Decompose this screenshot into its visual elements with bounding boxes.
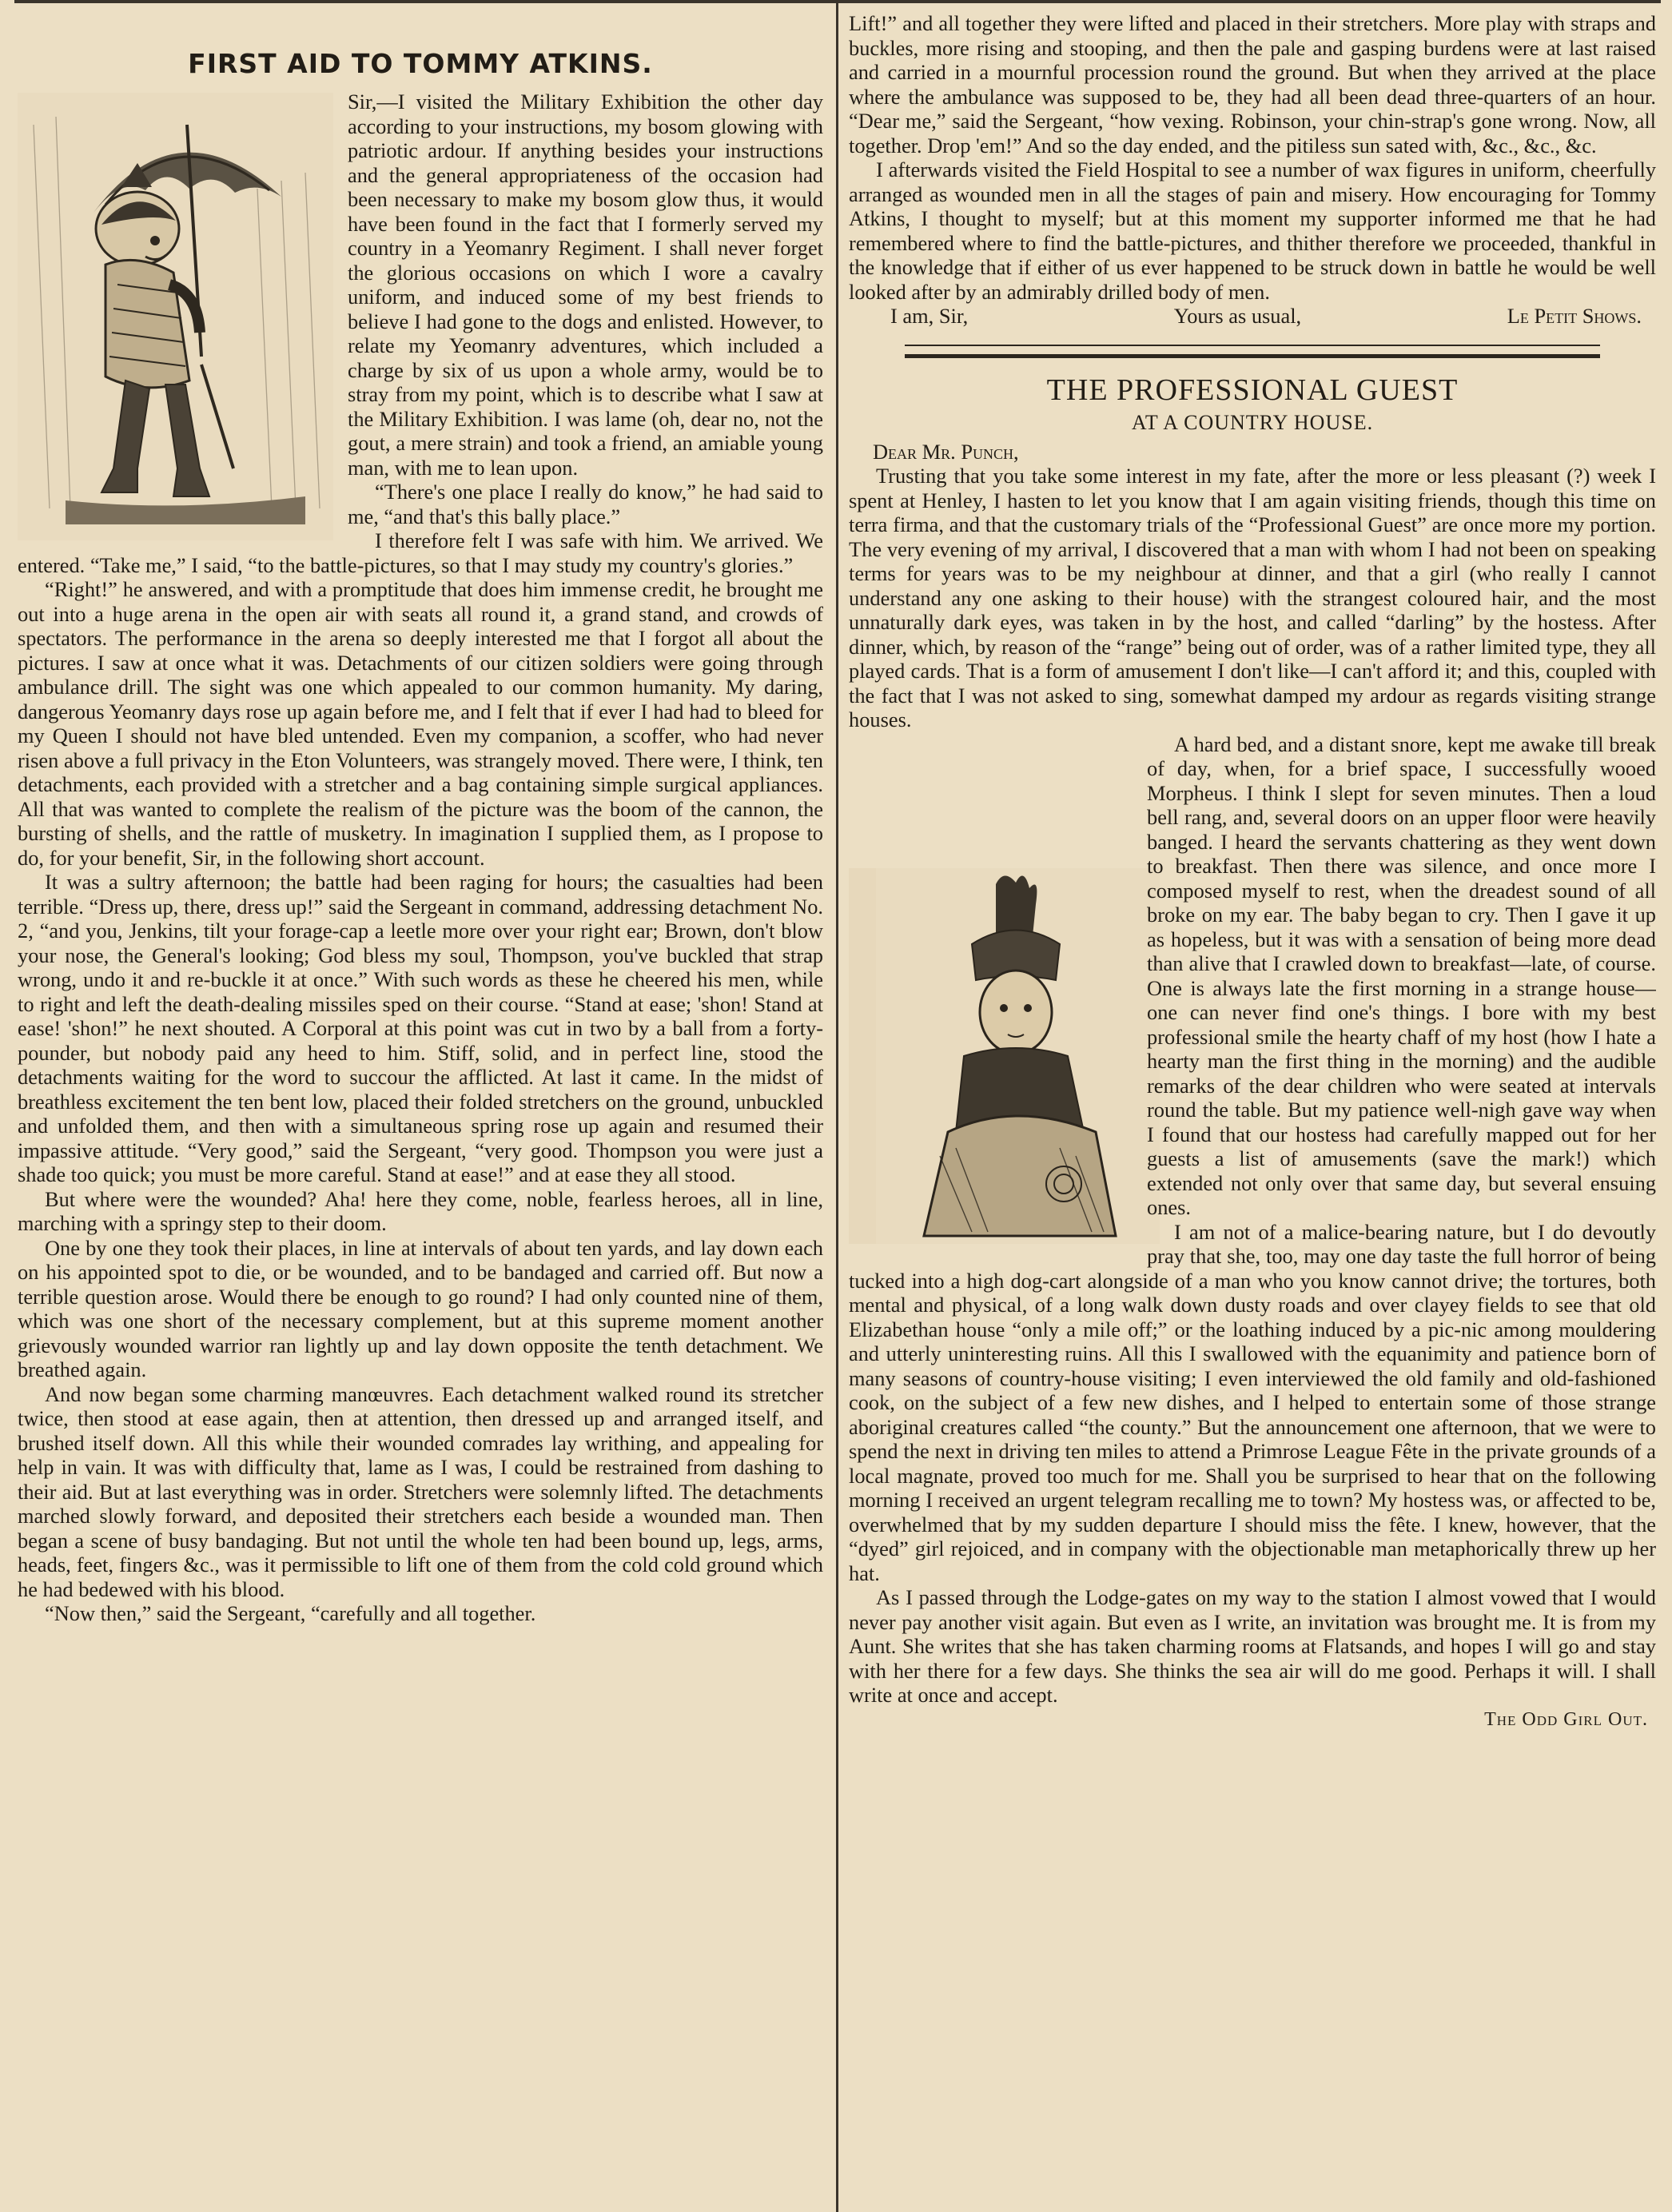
article1-paragraph-4: “Right!” he answered, and with a promptitude that does him immense credit, he brought me out into a huge arena in the open air with seats all round it, a grand stand, and crowds of spectators. The performance in the arena so deeply interested me that I forgot all about the pictures. I saw at once what it was. Detachments of our citizen soldiers were going through ambulance drill. The sight was one which appealed to our common humanity. My daring, dangerous Yeomanry days rose up again before me, and I felt that if ever I had had to bleed for my Queen I should not have bled untended. Even my companion, a scoffer, who had never risen above a full privacy in the Eton Volunteers, was strangely moved. There were, I think, ten detachments, each provided with a stretcher and a bag containing simple surgical appliances. All that was wanted to complete the realism of the picture was the boom of the cannon, the bursting of shells, and the rattle of musketry. In imagination I supplied them, as I propose to do, for your benefit, Sir, in the following short account. — [18, 577, 823, 870]
soldier-with-umbrella-illustration — [18, 93, 333, 540]
article-subtitle: AT A COUNTRY HOUSE. — [1131, 410, 1374, 434]
article1-paragraph-1: Sir,—I visited the Military Exhibition the other day according to your instructions, my bosom glowing with patriotic ardour. If anything besides your instructions and the general appropriateness of the occasion had been necessary to make my bosom glow thus, it would have been found in the fact that I formerly served my country in a Yeomanry Regiment. I shall never forget the glorious occasions on which I wore a cavalry uniform, and induced some of my best friends to believe I had gone to the dogs and enlisted. However, to relate my Yeomanry adventures, which included a charge by six of us upon a whole army, would be to stray from my point, which is to describe what I saw at the Military Exhibition. I was lame (oh, dear no, not the gout, a mere strain) and took a friend, an amiable young man, with me to lean upon. — [18, 90, 823, 480]
article2-paragraph-1: Trusting that you take some interest in my fate, after the more or less pleasant (?) week I spent at Henley, I hasten to let you know that I am again visiting friends, though this time on terra firma, and that the customary trials of the “Professional Guest” are once more my portion. The very evening of my arrival, I discovered that a man with whom I had not been on speaking terms for years was to be my neighbour at dinner, and that a girl (who really I cannot understand any one asking to their house) with the strangest coloured hair, and the most unnaturally dark eyes, was taken in by the host, and called “darling” by the hostess. After dinner, which, by reason of the “range” being out of order, was of a rather limited type, they all played cards. That is a form of amusement I don't like—I can't afford it; and this, coupled with the fact that I was not asked to sing, somewhat damped my ardour as regards visiting strange houses. — [849, 464, 1656, 731]
signoff-name: Le Petit Shows. — [1507, 304, 1642, 328]
article-separator-rule — [905, 345, 1600, 358]
article1-paragraph-5: It was a sultry afternoon; the battle had been raging for hours; the casualties had been terrible. “Dress up, there, dress up!” said the Sergeant in command, addressing detachment No. 2, “and you, Jenkins, tilt your forage-cap a leetle more over your right ear; Brown, don't blow your nose, the General's looking; God bless my soul, Thompson, you've buckled that strap wrong, undo it and re-buckle it at once.” With such words as these he cheered his men, while to right and left the death-dealing missiles sped on their course. “Stand at ease; 'shon! Stand at ease! 'shon!” he next shouted. A Corporal at this point was cut in two by a ball from a forty-pounder, but nobody paid any heed to him. Stiff, solid, and in perfect line, stood the detachments waiting for the word to succour the afflicted. At last it came. In the midst of breathless excitement the ten bent low, placed their folded stretchers on the ground, unbuckled and unfolded them, and then with a simultaneous spring rose up again and resumed their impassive attitude. “Very good,” said the Sergeant, “very good. Thompson you were just a shade too quick; you must be more careful. Stand at ease!” and at ease they all stood. — [18, 870, 823, 1186]
article1-paragraph-10: Lift!” and all together they were lifted and placed in their stretchers. More play with straps and buckles, more rising and stooping, and then the pale and gasping burdens were at last raised and carried in a mournful procession round the ground. But when they arrived at the place where the ambulance was supposed to be, they had all been dead three-quarters of an hour. “Dear me,” said the Sergeant, “how vexing. Robinson, your chin-strap's gone wrong. Now, all together. Drop 'em!” And so the day ended, and the pitiless sun sated with, &c., &c., &c. — [849, 11, 1656, 157]
signoff-mid: Yours as usual, — [1173, 304, 1302, 328]
soldier-illustration-svg — [18, 93, 333, 540]
article2-signature: The Odd Girl Out. — [1484, 1708, 1648, 1730]
left-column — [18, 11, 823, 2208]
article-title-professional-guest: THE PROFESSIONAL GUEST — [1046, 373, 1459, 407]
article2-paragraph-2: A hard bed, and a distant snore, kept me awake till break of day, when, for a brief space, I successfully wooed Morpheus. I think I slept for seven minutes. Then a loud bell rang, and, several doors on an upper floor were heavily banged. I heard the servants chattering as they went down to breakfast. Then there was silence, and once more I composed myself to rest, when the dreadest sound of all broke on my ear. The baby began to cry. Then I gave it up as hopeless, but it was with a sensation of being more dead than alive that I crawled down to breakfast—late, of course. One is always late the first morning in a strange house—one can never find one's things. I bore with my best professional smile the hearty chaff of my host (how I hate a hearty man the first thing in the morning) and the audible remarks of the dear children who were seated at intervals round the table. But my patience well-nigh gave way when I found that our hostess had carefully mapped out for her guests a list of amusements (save the mark!) which extended not only over that same day, but several ensuing ones. — [849, 732, 1656, 1220]
article1-paragraph-8: And now began some charming manœuvres. Each detachment walked round its stretcher twice, then stood at ease again, then at attention, then dressed up and arranged itself, and brushed itself down. All this while their wounded comrades lay writhing, and appealing for help in vain. It was with difficulty that, lame as I was, I could be restrained from dashing to their aid. But at last everything was in order. Stretchers were solemnly lifted. The detachments marched slowly forward, and deposited their stretchers each beside a wounded man. Then began a scene of busy bandaging. But not until the whole ten had been bound up, legs, arms, heads, feet, fingers &c., was it permissible to lift one of them from the cold cold ground which he had bedewed with his blood. — [18, 1381, 823, 1601]
signoff-left: I am, Sir, — [890, 304, 969, 328]
article1-paragraph-6: But where were the wounded? Aha! here they come, noble, fearless heroes, all in line, marching with a springy step to their doom. — [18, 1186, 823, 1235]
girl-illustration-svg — [876, 868, 1160, 1244]
article1-paragraph-7: One by one they took their places, in line at intervals of about ten yards, and lay down each on his appointed spot to die, or be wounded, and to be bandaged and carried off. But now a terrible question arose. Would there be enough to go round? I had only counted nine of them, which was one short of the necessary complement, but at this supreme moment another grievously wounded warrior ran lightly up and lay down opposite the tenth detachment. We breathed again. — [18, 1235, 823, 1381]
article1-signoff — [849, 304, 1656, 329]
article1-paragraph-9: “Now then,” said the Sergeant, “carefully and all together. — [45, 1601, 536, 1625]
column-divider — [836, 3, 838, 2212]
article2-paragraph-3: I am not of a malice-bearing nature, but I do devoutly pray that she, too, may one day taste the full horror of being tucked into a high dog-cart alongside of a man who you know cannot drive; the tortures, both mental and physical, of a long walk down dusty roads and over clayey fields to see that old Elizabethan house “only a mile off;” or the loathing induced by a pic-nic among mouldering and utterly uninteresting ruins. All this I swallowed with the equanimity and patience born of many seasons of country-house visiting; I even interviewed the old family and old-fashioned cook, on the subject of a few new dishes, and I helped to entertain some of those strange aboriginal creatures called “the county.” But the announcement one afternoon, that we were to spend the next in driving ten miles to attend a Primrose League Fête in the private grounds of a local magnate, proved too much for me. Shall you be surprised to hear that on the following morning I received an urgent telegram recalling me to town? My hostess was, or affected to be, overwhelmed that by my sudden departure I should miss the fête. I knew, however, that the “dyed” girl rejoiced, and in company with the objectionable man metaphorically threw up her hat. — [849, 1219, 1656, 1585]
woman-in-tall-hat-illustration — [849, 868, 1133, 1244]
article1-paragraph-2: “There's one place I really do know,” he had said to me, “and that's this bally place.” — [348, 480, 823, 528]
right-column — [849, 11, 1656, 2208]
salutation: Dear Mr. Punch, — [873, 439, 1019, 464]
article2-paragraph-4: As I passed through the Lodge-gates on my way to the station I almost vowed that I would never pay another visit again. But even as I write, an invitation was brought me. It is from my Aunt. She writes that she has taken charming rooms at Flatsands, and hopes I will go and stay with her there for a few days. She thinks the sea air will do me good. Perhaps it will. I shall write at once and accept. — [849, 1585, 1656, 1707]
article-title-first-aid: FIRST AID TO TOMMY ATKINS. — [188, 48, 653, 79]
article1-paragraph-11: I afterwards visited the Field Hospital to see a number of wax figures in uniform, cheerfully arranged as wounded men in all the stages of pain and misery. How encouraging for Tommy Atkins, I thought to myself; but at this moment my supporter informed me that he had remembered where to find the battle-pictures, and thither therefore we proceeded, thankful in the knowledge that if either of us ever happened to be struck down in battle he would be well looked after by an admirably drilled body of men. — [849, 157, 1656, 304]
article1-paragraph-3: I therefore felt I was safe with him. We arrived. We entered. “Take me,” I said, “to the battle-pictures, so that I may study my country's glories.” — [18, 528, 823, 577]
